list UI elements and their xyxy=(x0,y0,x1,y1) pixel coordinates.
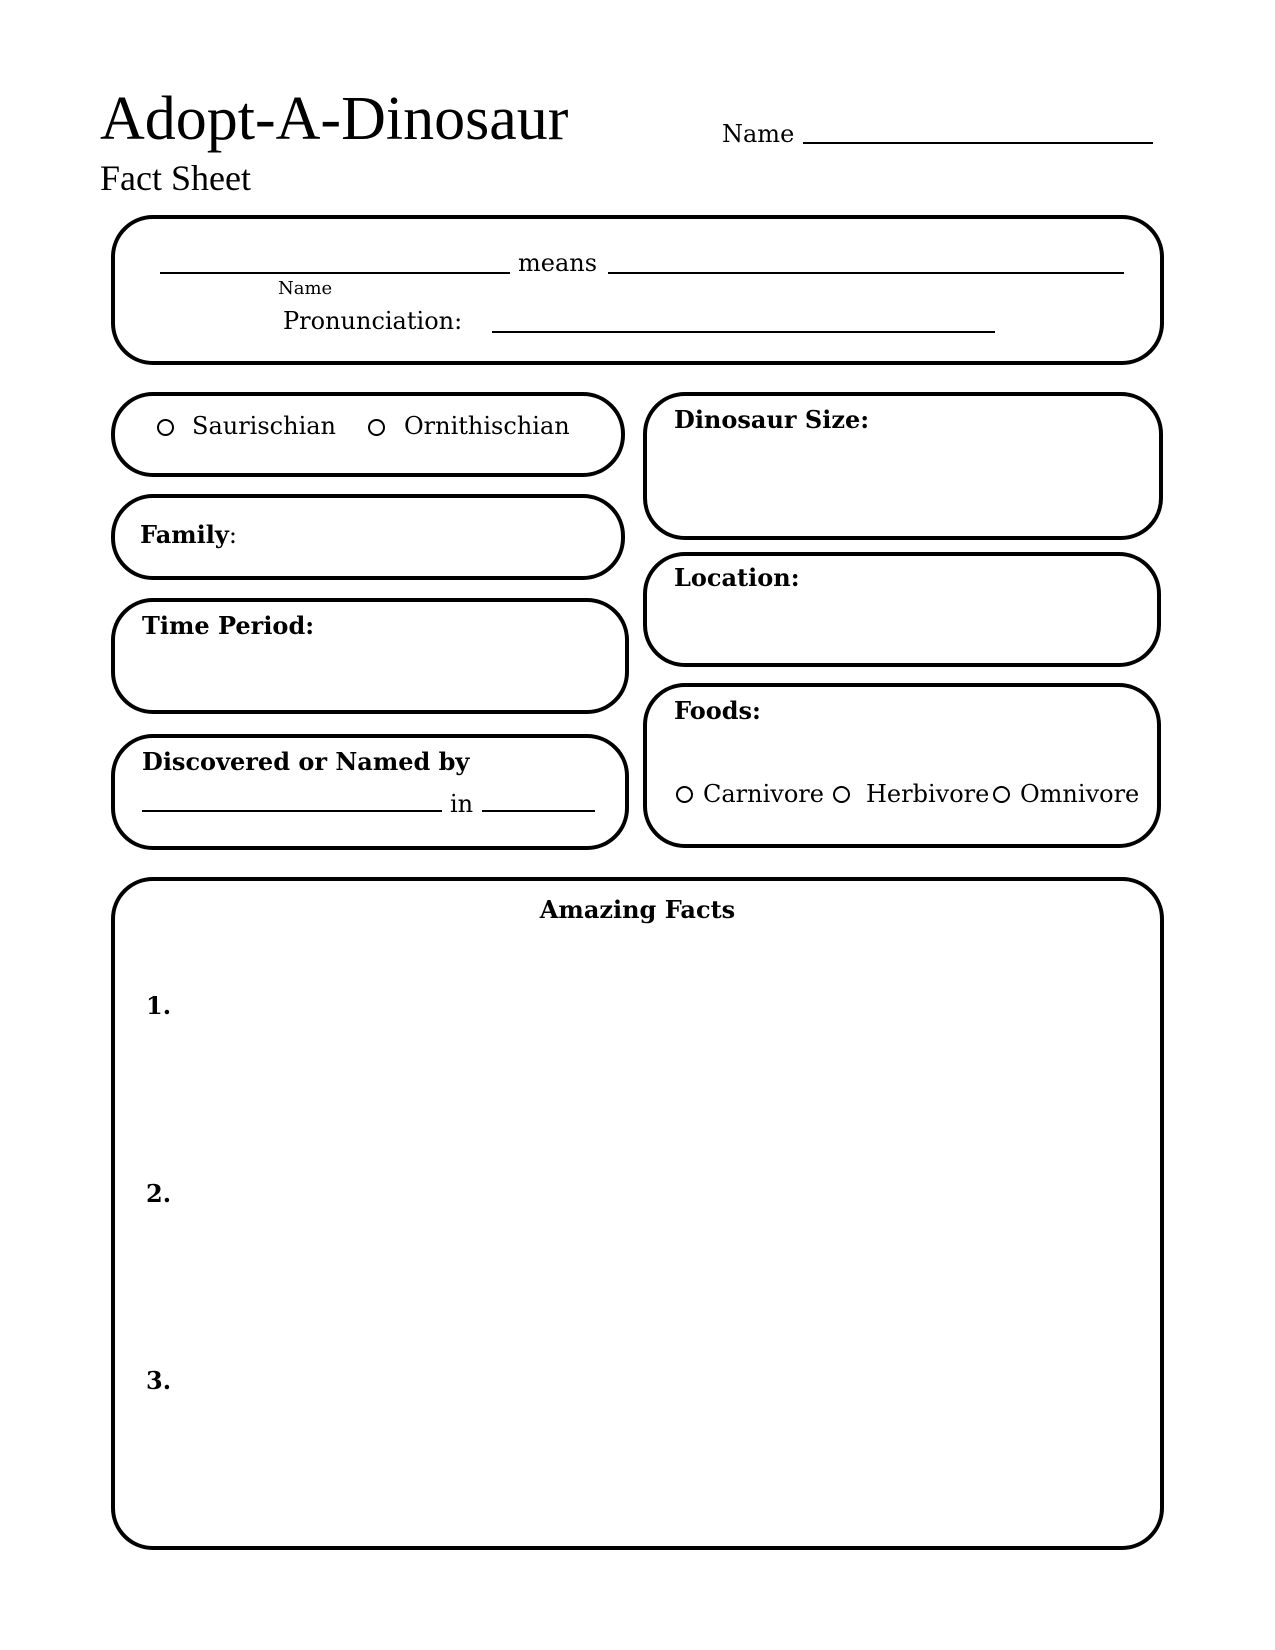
ornithischian-radio[interactable] xyxy=(368,419,385,436)
fact-number-1: 1. xyxy=(146,991,172,1020)
discovered-label: Discovered or Named by xyxy=(142,747,470,776)
carnivore-radio[interactable] xyxy=(676,786,693,803)
dinosaur-name-field[interactable] xyxy=(160,272,510,274)
omnivore-radio[interactable] xyxy=(993,786,1010,803)
means-label: means xyxy=(518,249,598,277)
herbivore-radio[interactable] xyxy=(833,786,850,803)
amazing-facts-title: Amazing Facts xyxy=(539,895,736,924)
family-label: Family: xyxy=(140,520,237,549)
foods-label: Foods: xyxy=(674,696,761,725)
name-caption: Name xyxy=(278,278,333,299)
ornithischian-label: Ornithischian xyxy=(404,412,570,440)
saurischian-label: Saurischian xyxy=(192,412,337,440)
page-subtitle: Fact Sheet xyxy=(100,158,251,198)
fact-number-3: 3. xyxy=(146,1366,172,1395)
discoverer-field[interactable] xyxy=(142,810,442,812)
discovery-year-field[interactable] xyxy=(482,810,595,812)
pronunciation-label: Pronunciation: xyxy=(283,307,463,335)
in-label: in xyxy=(450,790,474,818)
pronunciation-field[interactable] xyxy=(492,331,995,333)
meaning-box xyxy=(111,215,1164,365)
amazing-facts-box xyxy=(111,877,1164,1550)
meaning-field[interactable] xyxy=(608,272,1124,274)
location-label: Location: xyxy=(674,563,800,592)
carnivore-label: Carnivore xyxy=(703,780,824,808)
page-title: Adopt-A-Dinosaur xyxy=(100,85,569,153)
fact-number-2: 2. xyxy=(146,1179,172,1208)
time-period-label: Time Period: xyxy=(142,611,315,640)
saurischian-radio[interactable] xyxy=(157,419,174,436)
student-name-label: Name xyxy=(722,120,795,148)
omnivore-label: Omnivore xyxy=(1020,780,1140,808)
student-name-field[interactable] xyxy=(803,142,1153,144)
herbivore-label: Herbivore xyxy=(866,780,990,808)
size-label: Dinosaur Size: xyxy=(674,405,870,434)
